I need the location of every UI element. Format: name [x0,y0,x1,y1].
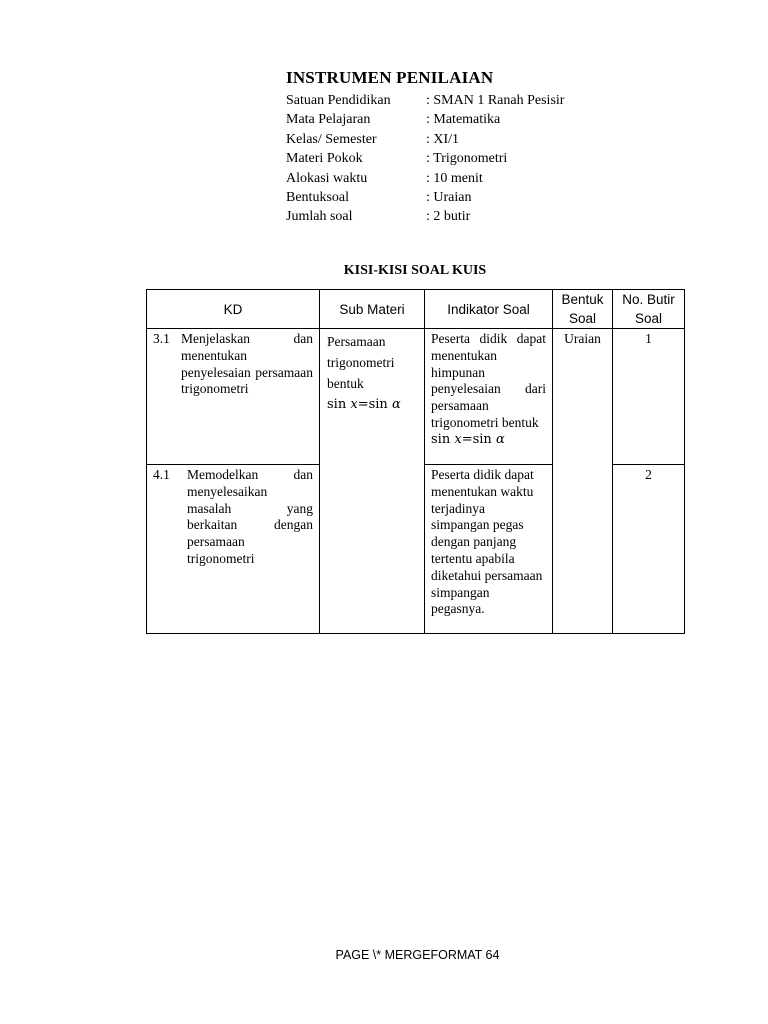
info-label: Satuan Pendidikan [286,93,391,108]
info-row-bentuk-soal [286,188,564,207]
header-bentuk-soal: Bentuk Soal [553,290,613,329]
info-label: Jumlah soal [286,209,353,225]
info-label: Mata Pelajaran [286,112,371,128]
formula-lhs-var: x [350,397,358,412]
kisi-kisi-table [146,289,685,634]
info-row-alokasi-waktu [286,169,564,188]
header-kd: KD [147,290,320,329]
kd-cell [147,329,320,465]
formula-lhs-var: x [454,431,462,447]
sub-materi-cell [320,329,425,634]
info-label: Kelas/ Semester [286,131,377,147]
page-footer: PAGE \* MERGEFORMAT 64 [335,948,500,962]
info-value: : 10 menit [426,170,483,186]
indikator-text: Peserta didik dapat menentukan himpunan penyelesaian dari persamaan trigonometri bentuk [431,331,546,430]
indikator-cell [425,465,553,634]
info-label: Bentuksoal [286,189,349,205]
formula-equals: = [357,397,369,412]
header-sub-materi: Sub Materi [320,290,425,329]
kd-text: Memodelkan dan menyelesaikan masalah yang berkaitan dengan persamaan trigonometri [187,467,313,566]
formula-equals: = [461,431,473,447]
no-butir-cell: 1 [613,329,685,465]
info-label: Alokasi waktu [286,170,368,186]
info-row-materi-pokok [286,149,564,168]
formula-rhs-var: α [391,397,401,412]
info-block [286,91,564,227]
info-value: : Uraian [426,189,472,205]
table-row [147,329,685,465]
info-row-kelas-semester [286,130,564,149]
no-butir-cell: 2 [613,465,685,634]
info-value: : 2 butir [426,209,471,225]
formula-rhs-fn: sin [368,397,388,412]
sub-materi-text: Persamaan trigonometri bentuk [327,334,395,391]
formula-lhs-fn: sin [431,431,451,447]
header-indikator-soal: Indikator Soal [425,290,553,329]
bentuk-soal-cell: Uraian [553,329,613,634]
kd-text: Menjelaskan dan menentukan penyelesaian persamaan trigonometri [181,331,313,397]
info-row-jumlah-soal [286,207,564,226]
info-value: : Trigonometri [426,151,508,167]
info-label: Materi Pokok [286,151,363,167]
info-value: : XI/1 [426,131,460,147]
formula-lhs-fn: sin [327,397,347,412]
info-row-satuan-pendidikan [286,91,564,110]
page-title: INSTRUMEN PENILAIAN [286,68,494,87]
formula-rhs-fn: sin [472,431,492,447]
table-title: KISI-KISI SOAL KUIS [343,263,487,278]
table-header-row [147,290,685,329]
info-row-mata-pelajaran [286,110,564,129]
formula-sin-x-equals-sin-alpha [431,432,546,449]
formula-rhs-var: α [495,431,505,447]
kd-number: 4.1 [153,467,170,482]
formula-sin-x-equals-sin-alpha [327,394,420,415]
indikator-text: Peserta didik dapat menentukan waktu terjadinya simpangan pegas dengan panjang tertentu apabila diketahui persamaan simpangan pegasnya. [431,467,543,617]
kd-number: 3.1 [153,331,170,346]
info-value: : SMAN 1 Ranah Pesisir [426,93,565,108]
indikator-cell [425,329,553,465]
kd-cell [147,465,320,634]
header-no-butir-soal: No. Butir Soal [613,290,685,329]
info-value: : Matematika [426,112,501,128]
